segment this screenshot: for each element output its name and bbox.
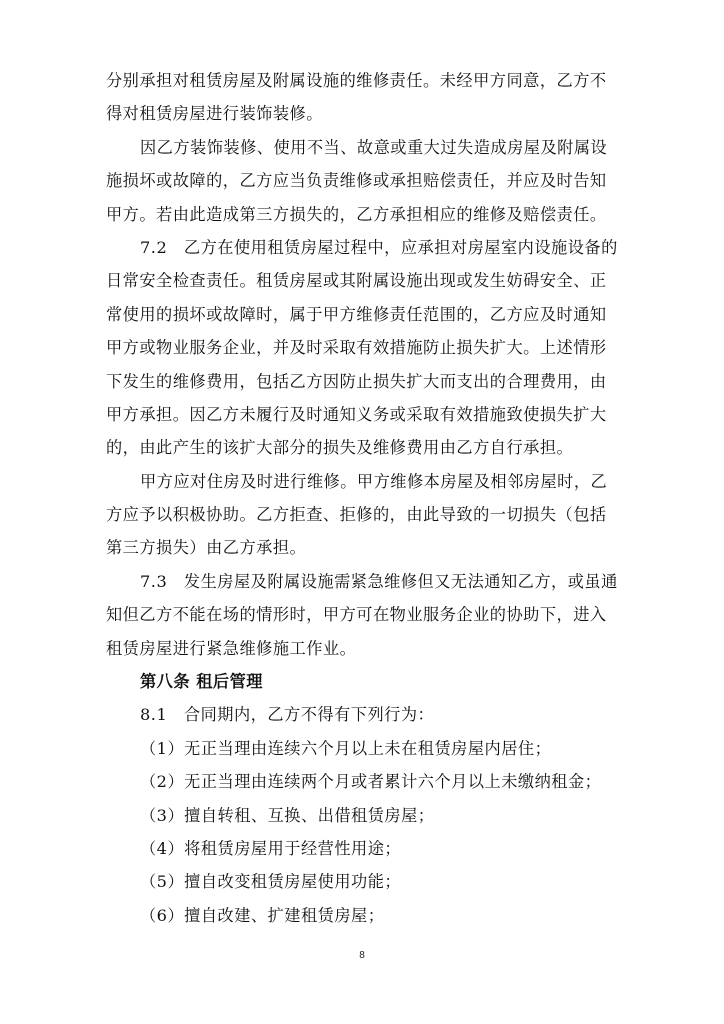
list-item: （4）将租赁房屋用于经营性用途； bbox=[140, 838, 402, 858]
paragraph-line: 分别承担对租赁房屋及附属设施的维修责任。未经甲方同意，乙方不 bbox=[106, 71, 607, 90]
clause-8-1-line: 8.1 合同期内，乙方不得有下列行为： bbox=[140, 705, 435, 725]
paragraph-line: 因乙方装饰装修、使用不当、故意或重大过失造成房屋及附属设 bbox=[140, 137, 608, 157]
clause-7-3-line: 7.3 发生房屋及附属设施需紧急维修但又无法通知乙方，或虽通 bbox=[140, 571, 618, 591]
paragraph-line: 甲方应对住房及时进行维修。甲方维修本房屋及相邻房屋时，乙 bbox=[140, 471, 608, 491]
list-item: （5）擅自改变租赁房屋使用功能； bbox=[140, 872, 402, 892]
paragraph-line: 施损坏或故障的，乙方应当负责维修或承担赔偿责任，并应及时告知 bbox=[106, 171, 607, 191]
paragraph-line: 下发生的维修费用，包括乙方因防止损失扩大而支出的合理费用，由 bbox=[106, 371, 607, 391]
paragraph-line: 的，由此产生的该扩大部分的损失及维修费用由乙方自行承担。 bbox=[106, 438, 574, 458]
paragraph-line: 甲方。若由此造成第三方损失的，乙方承担相应的维修及赔偿责任。 bbox=[106, 204, 607, 224]
page-number: 8 bbox=[359, 950, 365, 961]
paragraph-line: 常使用的损坏或故障时，属于甲方维修责任范围的，乙方应及时通知 bbox=[106, 304, 607, 324]
list-item: （3）擅自转租、互换、出借租赁房屋； bbox=[140, 805, 435, 825]
clause-7-2-line: 7.2 乙方在使用租赁房屋过程中，应承担对房屋室内设施设备的 bbox=[140, 237, 618, 257]
paragraph-line: 日常安全检查责任。租赁房屋或其附属设施出现或发生妨碍安全、正 bbox=[106, 271, 607, 291]
paragraph-line: 第三方损失）由乙方承担。 bbox=[106, 538, 307, 558]
paragraph-line: 租赁房屋进行紧急维修施工作业。 bbox=[106, 638, 357, 658]
article-8-heading: 第八条 租后管理 bbox=[140, 672, 263, 692]
paragraph-line: 得对租赁房屋进行装饰装修。 bbox=[106, 104, 323, 124]
paragraph-line: 知但乙方不能在场的情形时，甲方可在物业服务企业的协助下，进入 bbox=[106, 605, 607, 625]
list-item: （2）无正当理由连续两个月或者累计六个月以上未缴纳租金； bbox=[140, 772, 602, 792]
list-item: （1）无正当理由连续六个月以上未在租赁房屋内居住； bbox=[140, 738, 552, 758]
paragraph-line: 甲方或物业服务企业，并及时采取有效措施防止损失扩大。上述情形 bbox=[106, 338, 607, 358]
document-body bbox=[106, 64, 626, 932]
list-item: （6）擅自改建、扩建租赁房屋； bbox=[140, 905, 385, 925]
paragraph-line: 甲方承担。因乙方未履行及时通知义务或采取有效措施致使损失扩大 bbox=[106, 404, 607, 424]
paragraph-line: 方应予以积极协助。乙方拒查、拒修的，由此导致的一切损失（包括 bbox=[106, 505, 607, 525]
